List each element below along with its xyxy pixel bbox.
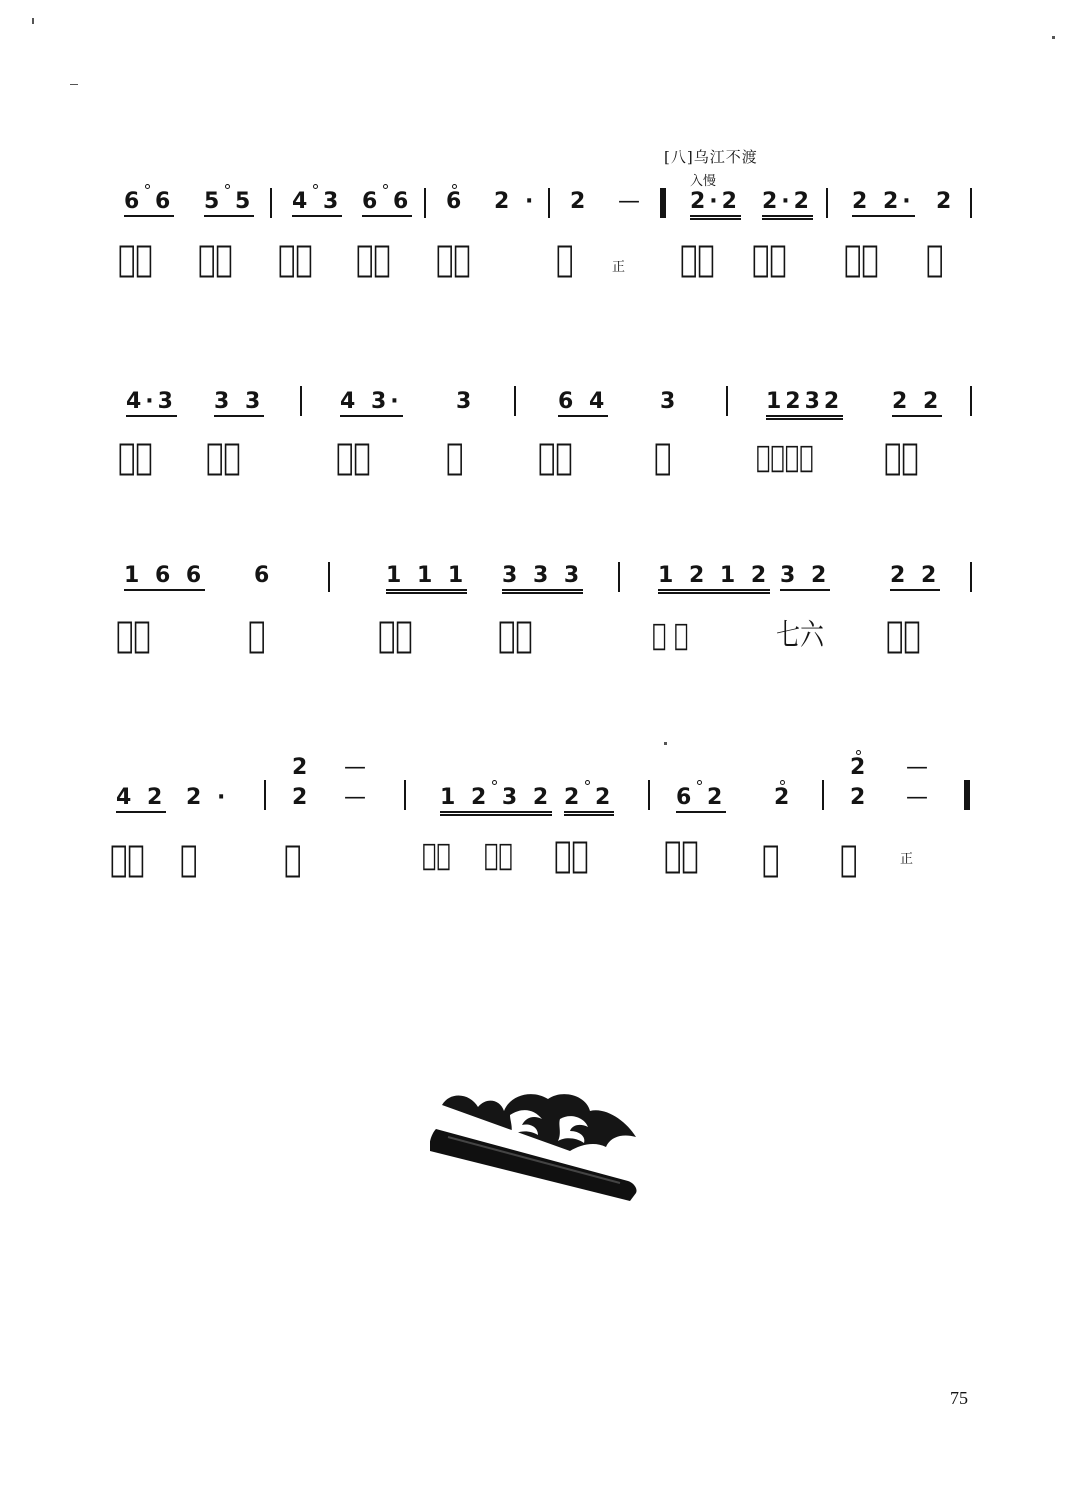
- note-group: 6 6: [124, 190, 174, 217]
- tablature-glyph: 𫠓: [446, 437, 464, 478]
- note-group: 2: [292, 755, 312, 780]
- note-group: 2 ·: [494, 189, 538, 214]
- barline: [300, 386, 302, 416]
- barline: [970, 188, 972, 218]
- tablature-glyph: 𫠓𫠓: [752, 239, 787, 280]
- tablature-glyph: 𫠓𫠓: [278, 239, 313, 280]
- note-group: 5 5: [204, 190, 254, 217]
- section-title: [八]乌江不渡: [664, 148, 758, 166]
- barline: [514, 386, 516, 416]
- speck: [664, 742, 667, 745]
- note-group: 2: [850, 785, 870, 810]
- tablature-glyph: 𫠓: [180, 839, 198, 880]
- barline: [404, 780, 406, 810]
- tablature-glyph: 𫠓𫠓: [538, 437, 573, 478]
- note-group: 3 3 3: [502, 564, 583, 594]
- tablature-glyph: 𫠓: [762, 839, 780, 880]
- tablature-glyph: 𫠓𫠓: [886, 615, 921, 656]
- tablature-glyph: 𫠓: [654, 437, 672, 478]
- note-group: 2: [774, 785, 794, 810]
- speck: [70, 84, 78, 85]
- note-group: 2·2: [690, 190, 741, 220]
- tablature-glyph: 𫠓𫠓: [116, 615, 151, 656]
- barline: [424, 188, 426, 218]
- note-group: 2: [850, 755, 870, 780]
- barline: [264, 780, 266, 810]
- note-group: 2 2: [892, 390, 942, 417]
- tablature-glyph: 𫠓𫠓: [844, 239, 879, 280]
- tablature-glyph: 𫠓𫠓: [336, 437, 371, 478]
- sustain-dash: —: [618, 189, 640, 214]
- guqin-cloud-ornament: [430, 1085, 645, 1209]
- note-group: 6 6: [362, 190, 412, 217]
- barline: [970, 386, 972, 416]
- tablature-glyph: 𫠓𫠓: [206, 437, 241, 478]
- note-group: 2 2: [564, 786, 614, 816]
- barline: [270, 188, 272, 218]
- note-group: 2: [936, 189, 956, 214]
- note-group: 6: [446, 189, 466, 214]
- tablature-glyph: 𫠓 六: [652, 618, 689, 653]
- sustain-dash: —: [906, 755, 928, 780]
- barline: [726, 386, 728, 416]
- tablature-glyph: 𫠓𫠓: [554, 835, 589, 876]
- tablature-glyph: 𫠓: [840, 839, 858, 880]
- note-group: 4·3: [126, 390, 177, 417]
- tablature-glyph: 𫠓𫠓: [680, 239, 715, 280]
- tablature-glyph: 𫠓𫠓: [110, 839, 145, 880]
- barline: [618, 562, 620, 592]
- note-group: 6 4: [558, 390, 608, 417]
- barline: [328, 562, 330, 592]
- tablature-glyph: 𫠓𫠓: [118, 239, 153, 280]
- tablature-glyph: 𫠓𫠓: [118, 437, 153, 478]
- speck: [1052, 36, 1055, 39]
- note-group: 4 3: [292, 190, 342, 217]
- note-group: 1 6 6: [124, 564, 205, 591]
- note-group: 1 1 1: [386, 564, 467, 594]
- double-barline: [660, 188, 666, 218]
- note-group: 6: [254, 563, 274, 588]
- note-group: 2 ·: [186, 785, 230, 810]
- note-group: 6 2: [676, 786, 726, 813]
- note-group: 4 2: [116, 786, 166, 813]
- note-group: 3 2: [780, 564, 830, 591]
- tablature-glyph: 𫠓: [556, 239, 574, 280]
- tempo-marking: 入慢: [690, 174, 717, 189]
- sustain-dash: —: [906, 785, 928, 810]
- sustain-dash: —: [344, 755, 366, 780]
- speck: [32, 18, 34, 24]
- note-group: 2 2·: [852, 190, 915, 217]
- barline: [822, 780, 824, 810]
- note-group: 1 2 1 2: [658, 564, 770, 594]
- note-group: 2: [292, 785, 312, 810]
- tablature-glyph: 𫠓𫠓: [198, 239, 233, 280]
- tablature-glyph: 𫠓𫠓: [664, 835, 699, 876]
- barline: [548, 188, 550, 218]
- note-group: 2·2: [762, 190, 813, 220]
- sustain-dash: —: [344, 785, 366, 810]
- note-group: 3: [660, 389, 680, 414]
- note-group: 1 2 3 2: [440, 786, 552, 816]
- note-group: 1232: [766, 390, 843, 420]
- note-group: 2 2: [890, 564, 940, 591]
- tablature-glyph: 𫠓六: [422, 838, 451, 873]
- barline: [826, 188, 828, 218]
- tablature-glyph: 𫠓𫠓: [378, 615, 413, 656]
- mark: 正: [612, 260, 626, 275]
- tablature-glyph: 𫠓𫠓: [884, 437, 919, 478]
- note-group: 4 3·: [340, 390, 403, 417]
- tablature-glyph: 𫠓𫠓: [356, 239, 391, 280]
- barline: [970, 562, 972, 592]
- tablature-glyph: 𫠓: [926, 239, 944, 280]
- tablature-glyph: 𫠓: [248, 615, 266, 656]
- note-group: 3: [456, 389, 476, 414]
- mark: 正: [900, 852, 914, 867]
- note-group: 2: [570, 189, 590, 214]
- tablature-glyph: 𫠓𫠓: [498, 615, 533, 656]
- barline: [648, 780, 650, 810]
- tablature-glyph: 七六: [776, 618, 824, 653]
- tablature-glyph: 𫠓: [284, 839, 302, 880]
- tablature-glyph: 𫠓𫠓: [436, 239, 471, 280]
- tablature-glyph: 𫠓六: [484, 838, 513, 873]
- tablature-glyph: 𫠓六七六: [756, 440, 814, 475]
- page-number: 75: [950, 1388, 968, 1408]
- double-barline: [964, 780, 970, 810]
- note-group: 3 3: [214, 390, 264, 417]
